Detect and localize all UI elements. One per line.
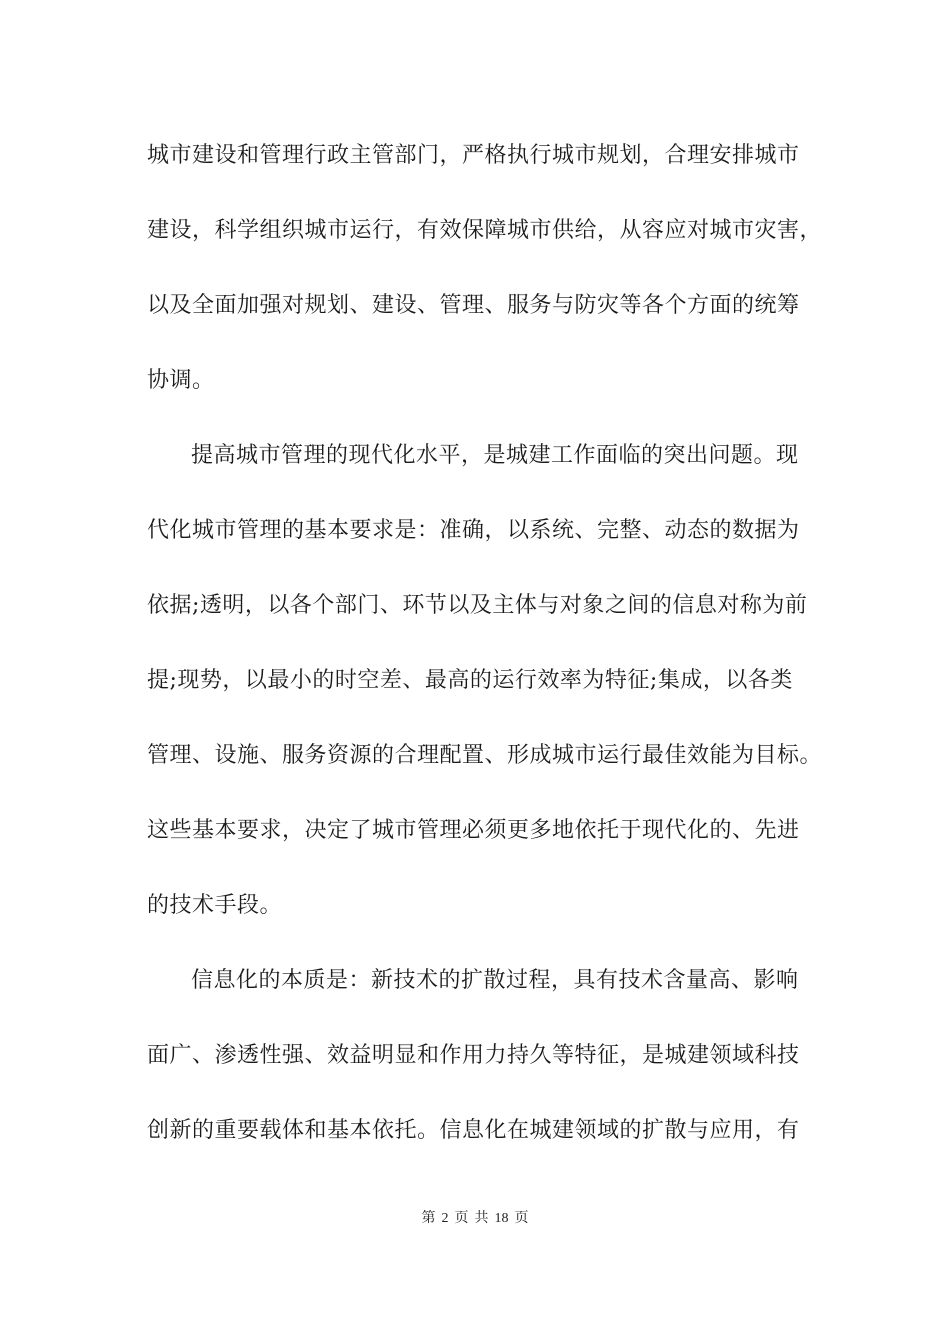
page-footer [0, 1208, 950, 1229]
text-line: 这些基本要求，决定了城市管理必须更多地依托于现代化的、先进 [147, 818, 800, 843]
paragraph-first-line: 提高城市管理的现代化水平，是城建工作面临的突出问题。现 [191, 443, 799, 468]
total-page-count: 18 [494, 1211, 509, 1226]
text-line: 协调。 [147, 368, 215, 393]
footer-total-label: 共 [474, 1210, 489, 1226]
text-line: 建设，科学组织城市运行，有效保障城市供给，从容应对城市灾害， [147, 218, 823, 243]
text-line: 代化城市管理的基本要求是：准确，以系统、完整、动态的数据为 [147, 518, 800, 543]
paragraph-first-line: 信息化的本质是：新技术的扩散过程，具有技术含量高、影响 [191, 968, 799, 993]
footer-suffix: 页 [514, 1210, 529, 1226]
text-line: 创新的重要载体和基本依托。信息化在城建领域的扩散与应用，有 [147, 1118, 800, 1143]
footer-prefix: 第 [421, 1210, 436, 1226]
text-line: 管理、设施、服务资源的合理配置、形成城市运行最佳效能为目标。 [147, 743, 823, 768]
text-line: 以及全面加强对规划、建设、管理、服务与防灾等各个方面的统筹 [147, 293, 800, 318]
footer-page-label: 页 [454, 1210, 469, 1226]
text-line: 提;现势，以最小的时空差、最高的运行效率为特征;集成，以各类 [147, 668, 793, 693]
text-line: 城市建设和管理行政主管部门，严格执行城市规划，合理安排城市 [147, 143, 800, 168]
current-page-number: 2 [441, 1211, 449, 1226]
text-line: 面广、渗透性强、效益明显和作用力持久等特征，是城建领域科技 [147, 1043, 800, 1068]
text-line: 依据;透明，以各个部门、环节以及主体与对象之间的信息对称为前 [147, 593, 808, 618]
text-line: 的技术手段。 [147, 893, 283, 918]
